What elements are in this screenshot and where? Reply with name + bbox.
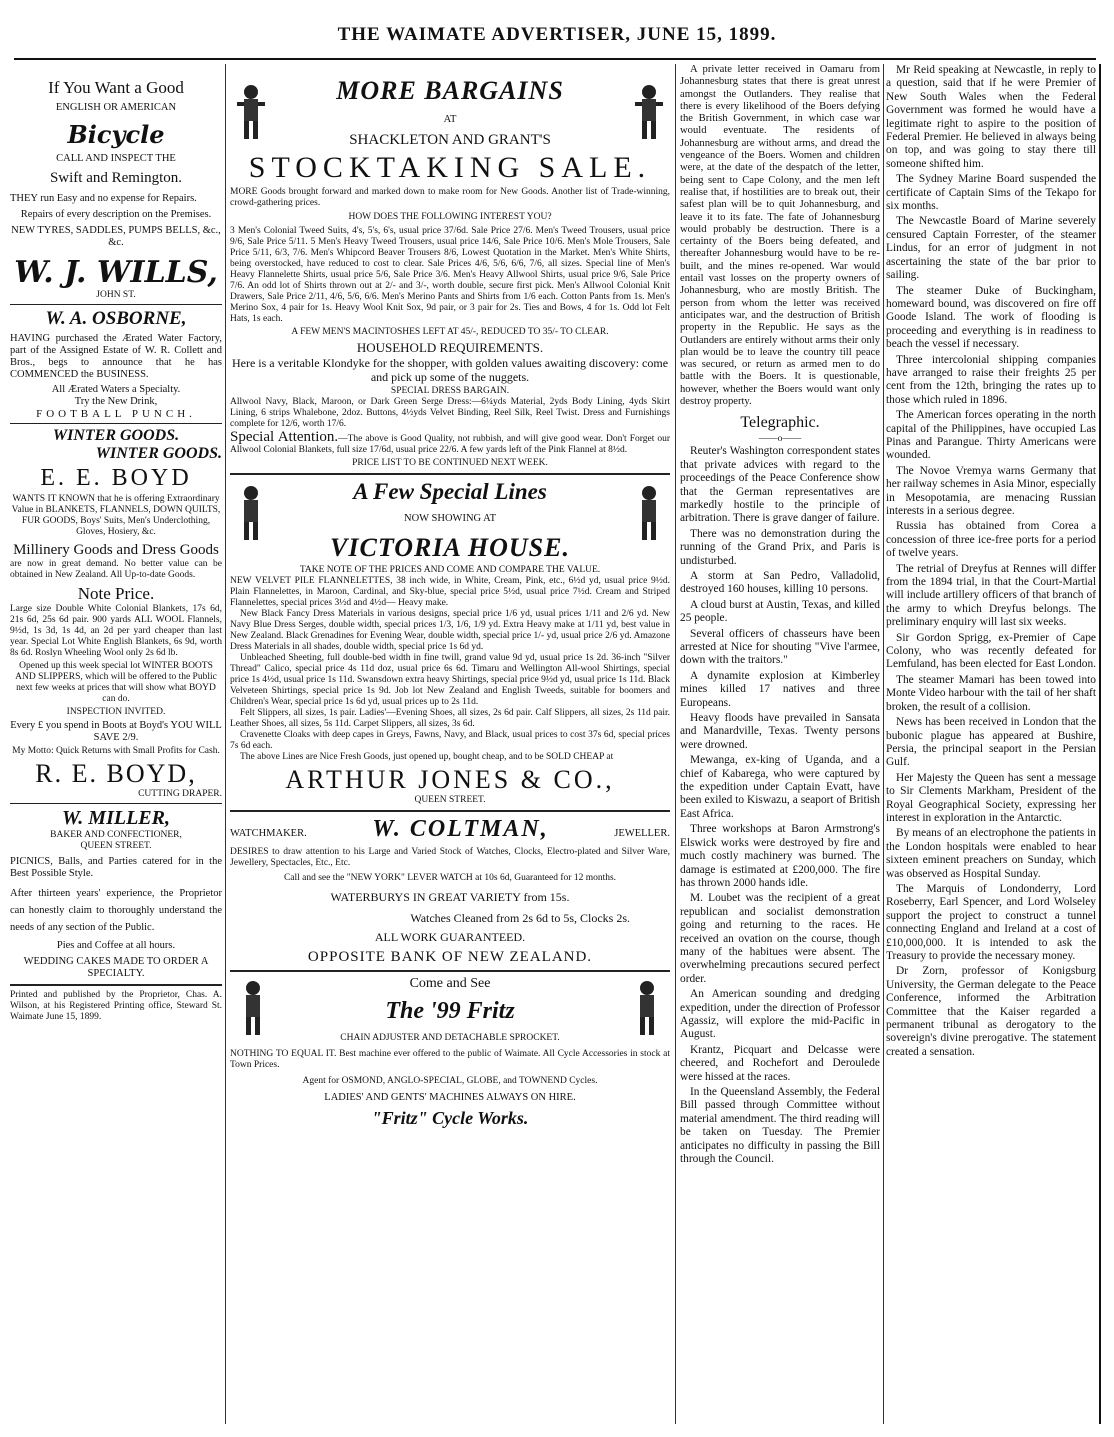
fritz-title: The '99 Fritz <box>385 998 515 1024</box>
telegraphic-paragraph: Heavy floods have prevailed in Sansata and Manardville, Texas. Twenty persons were drowned. <box>680 712 880 751</box>
cartoon-figure-icon <box>630 483 668 543</box>
divider <box>230 970 670 972</box>
wills-street: JOHN ST. <box>96 290 136 300</box>
news-paragraph: The American forces operating in the north capital of the Philippines, have occupied Las Pinas and Parangue. Thirty Americans were wounded. <box>886 409 1096 462</box>
news-paragraph: Dr Zorn, professor of Konigsburg University, the German delegate to the Peace Conference, informed the Arbitration Committee that the Kaiser regarded a permanent tribunal as derogatory to the sovereign's divine prerogative. The statement created a sensation. <box>886 965 1096 1058</box>
telegraphic-paragraph: An American sounding and dredging expedition, under the direction of Professor Agassiz, will explore the mid-Pacific in August. <box>680 988 880 1041</box>
miller-street: QUEEN STREET. <box>80 841 152 851</box>
bicycle-easy: THEY run Easy and no expense for Repairs. <box>10 193 197 204</box>
bicycle-tyres: NEW TYRES, SADDLES, PUMPS BELLS, &c., &c. <box>11 225 221 248</box>
cartoon-figure-icon <box>232 483 270 543</box>
sg-household: HOUSEHOLD REQUIREMENTS. <box>356 340 544 355</box>
vh-text3: Unbleached Sheeting, full double-bed width in fine twill, grand value 9d yd, usual price 1s 2d. 36-inch "Silver Thread" Calico, special price 4s 11d doz, usual price 6s 6d. Timaru and Wellington All-wool Shirtings, special price 1s 4½d, usual price 1s 11d. Swansdown extra heavy Shirtings, special price 9½d yd, usual price 1s 11d. Black Velveteen Shirtings, special price 1s 9d. Job lot New Zealand and English Tweeds, suitable for boomers and Children's Wear, special price 1s 6d yd, usual prices up to 2s 11d. <box>230 653 670 707</box>
boyd-ad <box>10 427 222 800</box>
coltman-left: WATCHMAKER. <box>230 828 307 839</box>
vh-text1: NEW VELVET PILE FLANNELETTES, 38 inch wide, in White, Cream, Pink, etc., 6½d yd, usual price 9½d. Plain Flannelettes, in Maroon, Cardinal, and Sky-blue, special price 5½d, usual price 7½d. Cream and Striped Flannelettes, special prices 3½d and 4½d— Heavy make. <box>230 576 670 608</box>
column-4 <box>886 64 1096 1424</box>
column-rule <box>225 64 226 1424</box>
cartoon-figure-icon <box>630 82 668 142</box>
wills-name: W. J. WILLS, <box>14 255 218 290</box>
boyd-text: WANTS IT KNOWN that he is offering Extraordinary Value in BLANKETS, FLANNELS, DOWN QUILTS, FUR GOODS, Boys' Suits, Men's Underclothing, Gloves, Hosiery, &c. <box>11 494 221 537</box>
news-paragraph: The retrial of Dreyfus at Rennes will differ from the 1894 trial, in that the Court-Martial will include artillery officers of that branch of the army to which Dreyfus belongs. The preliminary enquiry will last six weeks. <box>886 562 1096 629</box>
telegraphic-paragraph: Krantz, Picquart and Delcasse were cheered, and Rochefort and Deroulede were hissed at the races. <box>680 1043 880 1083</box>
divider <box>230 810 670 812</box>
divider <box>230 473 670 475</box>
telegraphic-paragraph: A storm at San Pedro, Valladolid, destroyed 160 houses, killing 10 persons. <box>680 569 880 596</box>
vh-text2: New Black Fancy Dress Materials in various designs, special price 1/6 yd, usual prices 1/11 and 2/6 yd. New Navy Blue Dress Serges, double width, special prices 1/3, 1/6, 1/9 yd. Extra Heavy make at 1/11 yd, best value in New Zealand. Black Grenadines for Evening Wear, double width, special price 1/- yd, usual price 2/6 yd. Amazone Dress Materials in all shades, double width, special price 1s 6d yd. <box>230 609 670 652</box>
vh-text6: The above Lines are Nice Fresh Goods, just opened up, bought cheap, and to be SOLD CHEAP at <box>240 752 614 762</box>
news-paragraph: The Marquis of Londonderry, Lord Roseberry, Earl Spencer, and Lord Wolseley support the project to construct a tunnel connecting England and Ireland at a cost of £10,000,000. It is intended to ask the Treasury to provide the necessary money. <box>886 882 1096 962</box>
osborne-ad <box>10 308 222 420</box>
telegraphic-paragraph: Reuter's Washington correspondent states that private advices with regard to the proceedings of the Peace Conference show that the German representatives are markedly hostile to the principle of arbitration. There is grave danger of failure. <box>680 445 880 525</box>
miller-cakes: WEDDING CAKES MADE TO ORDER A SPECIALTY. <box>23 956 209 979</box>
telegraphic-paragraph: In the Queensland Assembly, the Federal Bill passed through Committee without material amendment. The third reading will be taken on Tuesday. The Premier anticipates no difficulty in passing the Bill through the Council. <box>680 1086 880 1166</box>
boyd-name: E. E. BOYD <box>40 465 192 491</box>
sg-sale: STOCKTAKING SALE. <box>248 151 652 184</box>
vh-store: VICTORIA HOUSE. <box>330 533 570 562</box>
miller-text2: After thirteen years' experience, the Proprietor can honestly claim to thoroughly understand the needs of any section of the Public. <box>10 888 222 933</box>
news-paragraph: Her Majesty the Queen has sent a message to Sir Clements Markham, President of the Royal Geographical Society, expressing her interest in exploration in the Antarctic. <box>886 771 1096 824</box>
divider <box>10 803 222 804</box>
boyd-invited: INSPECTION INVITED. <box>66 707 166 717</box>
miller-text1: PICNICS, Balls, and Parties catered for in the Best Possible Style. <box>10 856 222 879</box>
coltman-text: DESIRES to draw attention to his Large and Varied Stock of Watches, Clocks, Electro-plated and Silver Ware, Jewellery, Spectacles, Etc., Etc. <box>230 847 670 868</box>
vh-note: TAKE NOTE OF THE PRICES AND COME AND COMPARE THE VALUE. <box>299 565 601 575</box>
miller-trade: BAKER AND CONFECTIONER, <box>50 830 182 840</box>
telegraphic-paragraph: M. Loubet was the recipient of a great republican and socialist demonstration going and returning to the races. He received an ovation on the course, though many of the habitues were absent. The overwhelming precautions secured perfect order. <box>680 892 880 985</box>
vh-showing: NOW SHOWING AT <box>404 513 496 524</box>
vh-street: QUEEN STREET. <box>414 795 486 805</box>
winter-goods-2: WINTER GOODS. <box>95 445 222 462</box>
coltman-waterburys: WATERBURYS IN GREAT VARIETY from 15s. <box>330 890 570 904</box>
news-paragraph: Mr Reid speaking at Newcastle, in reply to a question, said that if he were Premier of New South Wales when the Federal Government was formed he would have a legitimate right to aspire to the position of Federal Premier. He believed in always being on top, and was going to stay there till someone shifted him. <box>886 64 1096 170</box>
news-paragraph: The steamer Duke of Buckingham, homeward bound, was discovered on fire off Goode Island. The work of flooding is proceeding and everything is in readiness to beach the vessel if necessary. <box>886 284 1096 351</box>
telegraphic-paragraph: There was no demonstration during the running of the Grand Prix, and Paris is undisturbed. <box>680 527 880 567</box>
sg-question: HOW DOES THE FOLLOWING INTEREST YOU? <box>348 212 552 222</box>
column-rule <box>883 64 884 1424</box>
bicycle-title: Bicycle <box>67 120 165 149</box>
millinery-heading: Millinery Goods and Dress Goods <box>13 542 219 558</box>
sg-title: MORE BARGAINS <box>336 76 564 105</box>
note-price-heading: Note Price. <box>77 584 155 603</box>
telegraphic-paragraph: Mewanga, ex-king of Uganda, and a chief of Kabarega, who were captured by the expedition under Captain Evatt, have been exiled to Kiswazu, a seaport of British East Africa. <box>680 754 880 820</box>
boyd-motto: My Motto: Quick Returns with Small Profits for Cash. <box>12 746 220 756</box>
top-rule <box>14 58 1096 60</box>
coltman-ad <box>230 816 670 966</box>
telegraphic-news <box>680 445 880 1166</box>
vh-title: A Few Special Lines <box>353 479 547 504</box>
news-paragraph: Three intercolonial shipping companies have arranged to raise their freights 25 per cent from the 12th, bringing the rates up to those which ruled in 1896. <box>886 353 1096 406</box>
sg-continued: PRICE LIST TO BE CONTINUED NEXT WEEK. <box>352 458 548 468</box>
fritz-text: NOTHING TO EQUAL IT. Best machine ever offered to the public of Waimate. All Cycle Accessories in stock at Town Prices. <box>230 1049 670 1070</box>
fritz-ad <box>230 976 670 1129</box>
sg-attention-text: —The above is Good Quality, not rubbish, and will give good wear. Don't Forget our Allwool Colonial Blankets, full size 17/6d, usual price 22/6. A few yards left of the Pink Flannel at 8½d. <box>230 434 670 455</box>
telegraphic-paragraph: A dynamite explosion at Kimberley mines killed 17 natives and three Europeans. <box>680 669 880 709</box>
sg-attention: Special Attention. <box>230 429 339 445</box>
bicycle-repairs: Repairs of every description on the Premises. <box>20 209 212 220</box>
coltman-call: Call and see the "NEW YORK" LEVER WATCH at 10s 6d, Guaranteed for 12 months. <box>283 873 617 883</box>
page-edge-rule <box>1099 64 1101 1424</box>
news-paragraph: The steamer Mamari has been towed into Monte Video harbour with the tail of her shaft broken, the result of a collision. <box>886 673 1096 713</box>
boyd-every: Every £ you spend in Boots at Boyd's YOU WILL SAVE 2/9. <box>10 720 222 743</box>
news-briefs <box>886 64 1096 1059</box>
telegraphic-paragraph: Several officers of chasseurs have been arrested at Nice for shouting "Vive l'armee, down with the traitors." <box>680 627 880 667</box>
r-boyd-name: R. E. BOYD, <box>35 759 197 788</box>
fritz-come: Come and See <box>409 976 491 991</box>
sg-list: 3 Men's Colonial Tweed Suits, 4's, 5's, 6's, usual price 37/6d. Sale Price 27/6. Men's Tweed Trousers, usual price 9/6, Sale Price 5/11. 5 Men's Heavy Tweed Trousers, usual price 14/6, Sale Price 10/6. Men's Mole Trousers, Sale Price 5/11, 6/3, 7/6. Men's Whipcord Beaver Trousers 8/6, Lowest Quotation in the Market. Men's White Shirts, being overstocked, have reduced to cost to clear. Sale Prices 4/6, 5/6, 6/6, 7/6, all sizes. Special line of Men's Heavy Flannelette Shirts, usual price 5/6, Sale Price 3/6. Men's Heavy Allwool Shirts, usual price 9/6, Sale Price 7/6. An odd lot of Shirts thrown out at 2/- and 3/-, worth double, secure first pick. Men's Allwool Colonial Knit Drawers, Sale Price 2/11, 4/6, 5/6, 6/6. Men's Merino Pants and Shirts from 1/6 each. Cotton Pants from 1s. Men's Merino Sox, 4 pair for 1s. Heavy Wool Knit Sox, 9d pair, or 3 pair for 2s. Ties and Bows, 4 for 1s. Odd lot Felt Hats, 1s each. <box>230 226 670 324</box>
coltman-guaranteed: ALL WORK GUARANTEED. <box>374 930 526 944</box>
sg-intro: MORE Goods brought forward and marked down to make room for New Goods. Another list of Trade-winning, crowd-gathering prices. <box>230 187 670 208</box>
news-paragraph: The Newcastle Board of Marine severely censured Captain Forrester, of the steamer Lindus, for an error of judgment in not ascertaining the state of the bar prior to sailing. <box>886 215 1096 282</box>
news-paragraph: By means of an electrophone the patients in the London hospitals were enabled to hear sixteen eminent preachers on Sunday, which was observed as Hospital Sunday. <box>886 827 1096 880</box>
divider <box>10 984 222 986</box>
sg-at: AT <box>443 114 457 125</box>
vh-text5: Cravenette Cloaks with deep capes in Greys, Fawns, Navy, and Black, usual prices to cost 37s 6d, special prices 7s 6d each. <box>230 730 670 751</box>
bicycle-ad <box>10 78 222 301</box>
osborne-name: W. A. OSBORNE, <box>45 308 187 329</box>
fritz-chain: CHAIN ADJUSTER AND DETACHABLE SPROCKET. <box>340 1033 560 1043</box>
coltman-cleaned: Watches Cleaned from 2s 6d to 5s, Clocks 2s. <box>410 911 630 925</box>
column-rule <box>675 64 676 1424</box>
fritz-hire: LADIES' AND GENTS' MACHINES ALWAYS ON HIRE. <box>324 1092 576 1103</box>
coltman-right: JEWELLER. <box>614 828 670 839</box>
osborne-drink: FOOTBALL PUNCH. <box>36 408 196 420</box>
telegraphic-separator: ——o—— <box>758 434 802 445</box>
bicycle-sub: ENGLISH OR AMERICAN <box>55 102 177 113</box>
divider <box>10 304 222 305</box>
boyd-draper: CUTTING DRAPER. <box>138 789 222 799</box>
bicycle-headline: If You Want a Good <box>48 78 184 97</box>
boyd-opened: Opened up this week special lot WINTER BOOTS AND SLIPPERS, which will be offered to the Public next few weeks at prices that will show what BOYD can do. <box>15 661 217 704</box>
column-3 <box>680 64 880 1424</box>
sg-dress: Allwool Navy, Black, Maroon, or Dark Green Serge Dress:—6¼yds Material, 2yds Body Lining, 4yds Skirt Lining, 6 strips Whalebone, 2doz. Buttons, 4½yds Velvet Binding, Reel Silk, Reel Twist. Dress and Furnishings complete for 12/6, worth 17/6. <box>230 397 670 429</box>
victoria-house-ad <box>230 479 670 806</box>
osborne-line3: Try the New Drink, <box>74 396 158 407</box>
news-paragraph: Russia has obtained from Corea a concession of three ice-free ports for a period of twelve years. <box>886 520 1096 560</box>
shackleton-grant-ad <box>230 76 670 469</box>
sg-firm: SHACKLETON AND GRANT'S <box>349 132 551 148</box>
miller-pies: Pies and Coffee at all hours. <box>56 940 176 951</box>
cartoon-figure-icon <box>628 978 666 1038</box>
fritz-agent: Agent for OSMOND, ANGLO-SPECIAL, GLOBE, and TOWNEND Cycles. <box>302 1076 598 1086</box>
imprint: Printed and published by the Proprietor, Chas. A. Wilson, at his Registered Printing office, Steward St. Waimate June 15, 1899. <box>10 990 222 1022</box>
column-2 <box>230 64 670 1424</box>
telegraphic-paragraph: A cloud burst at Austin, Texas, and killed 25 people. <box>680 598 880 625</box>
news-paragraph: Sir Gordon Sprigg, ex-Premier of Cape Colony, who was recently defeated for Lemfuland, has been elected for East London. <box>886 631 1096 671</box>
osborne-line2: All Ærated Waters a Specialty. <box>51 384 181 395</box>
miller-ad <box>10 807 222 980</box>
winter-goods-1: WINTER GOODS. <box>52 427 180 444</box>
millinery-text: are now in great demand. No better value can be obtained in New Zealand. All Up-to-date Goods. <box>10 559 222 580</box>
note-price-text: Large size Double White Colonial Blankets, 17s 6d, 21s 6d, 25s 6d pair. 900 yards ALL WOOL Flannels, 9½d, 1s 3d, 1s 4d, an 2d per yard cheaper than last year. Special Lot White English Blankets, 6s 9d, worth 8s 6d. Roslyn Wheeling Wool only 2s 6d lb. <box>10 604 222 658</box>
telegraphic-heading: Telegraphic. <box>740 414 820 432</box>
coltman-opposite: OPPOSITE BANK OF NEW ZEALAND. <box>307 949 593 965</box>
coltman-name: W. COLTMAN, <box>372 816 549 842</box>
cartoon-figure-icon <box>234 978 272 1038</box>
bicycle-call: CALL AND INSPECT THE <box>56 153 176 164</box>
news-paragraph: The Novoe Vremya warns Germany that her railway schemes in Asia Minor, especially in Mesopotamia, are menacing Russian interests in a serious degree. <box>886 464 1096 517</box>
miller-name: W. MILLER, <box>62 807 170 829</box>
news-paragraph: News has been received in London that the bubonic plague has appeared at Bushire, Persia, the principal seaport in the Persian Gulf. <box>886 716 1096 769</box>
cartoon-figure-icon <box>232 82 270 142</box>
column-1 <box>10 64 222 1424</box>
bicycle-makes: Swift and Remington. <box>49 170 183 186</box>
divider <box>10 423 222 424</box>
osborne-text: HAVING purchased the Ærated Water Factory, part of the Assigned Estate of W. R. Collett and Bros., begs to announce that he has COMMENCED the BUSINESS. <box>10 333 222 380</box>
masthead: THE WAIMATE ADVERTISER, JUNE 15, 1899. <box>337 24 777 45</box>
sg-macs: A FEW MEN'S MACINTOSHES LEFT AT 45/-, REDUCED TO 35/- TO CLEAR. <box>291 327 609 337</box>
vh-text4: Felt Slippers, all sizes, 1s pair. Ladies'—Evening Shoes, all sizes, 2s 6d pair. Calf Slippers, all sizes, 2s 11d pair. Leather Shoes, all sizes, 5s 11d. Carpet Slippers, all sizes, 3s 6d. <box>230 708 670 729</box>
fritz-works: "Fritz" Cycle Works. <box>371 1108 529 1128</box>
johannesburg-letter: A private letter received in Oamaru from Johannesburg states that there is great unrest amongst the Outlanders. They realise that there is every likelihood of the Boers defying the British Government, in which case war would eventuate. The residents of Johannesburg are without arms, and dread the vengeance of the Boers. Women and children were, at the date of the despatch of the letter, being sent to Cape Colony, and the men left realise that, if hostilities are to break out, their safest plan will be to quit Johannesburg, and leave it to its fate. The fate of Johannesburg would probably be destruction. There is a certainty of the Boers being defeated, and thereafter Johannesburg would have to be re-built, and the mines re-opened. War would entail vast losses on the property owners of Johannesburg, who are mostly British. The person from whom the letter was received anticipates war, and the destruction of British property in the Republic. He says as the Outlanders are entirely without arms their only plan would be to leave the country till peace was secured, or return as armed men to do battle with the Boers. It is questionable, however, whether the Boers would want only destroy property. <box>680 64 880 408</box>
sg-klondyke: Here is a veritable Klondyke for the shopper, with golden values awaiting discovery: come and pick up some of the nuggets. <box>231 356 669 384</box>
vh-firm: ARTHUR JONES & CO., <box>285 765 615 794</box>
telegraphic-paragraph: Three workshops at Baron Armstrong's Elswick works were destroyed by fire and much costly machinery was burned. The damage is estimated at £200,000. The fire has thrown 2000 hands idle. <box>680 823 880 889</box>
sg-special: SPECIAL DRESS BARGAIN. <box>390 386 510 396</box>
news-paragraph: The Sydney Marine Board suspended the certificate of Captain Sims of the Tekapo for six months. <box>886 173 1096 213</box>
